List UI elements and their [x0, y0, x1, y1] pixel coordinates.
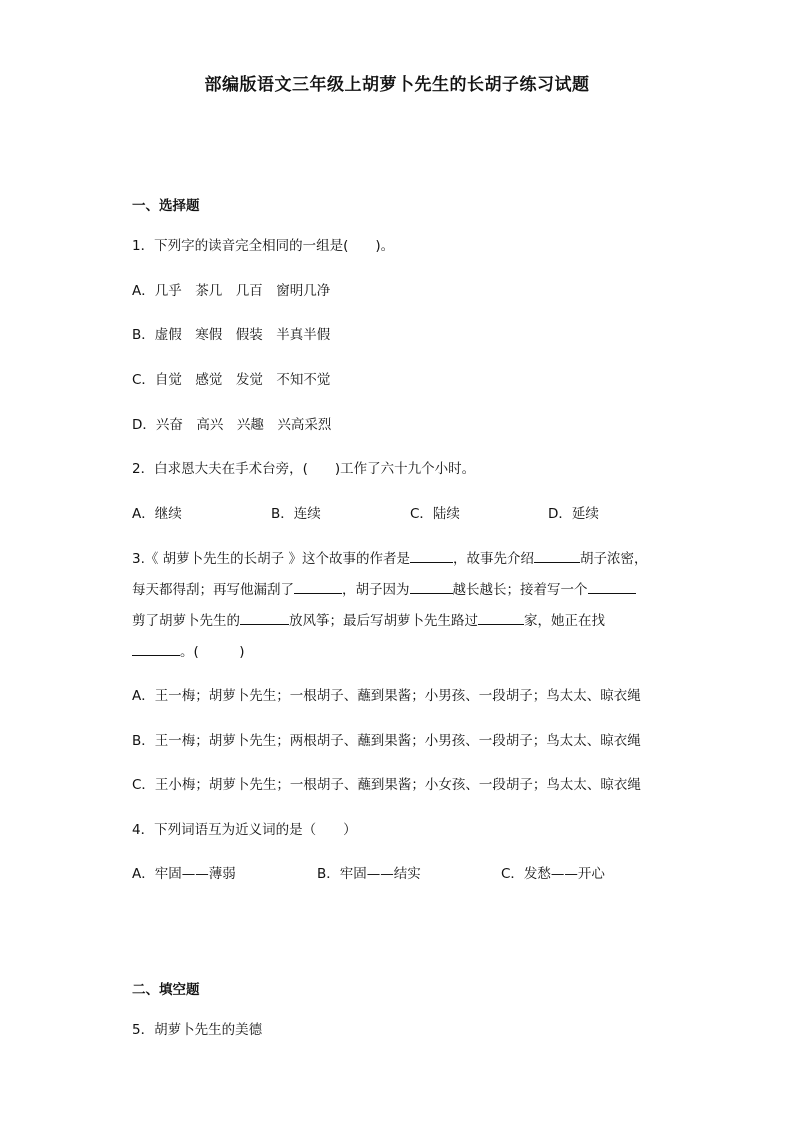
question-4-option-b: B．牢固——结实 — [317, 866, 421, 882]
question-4-option-a: A．牢固——薄弱 — [132, 866, 236, 882]
document-title: 部编版语文三年级上胡萝卜先生的长胡子练习试题 — [204, 75, 590, 95]
question-3-text: 。( ) — [180, 644, 245, 660]
question-3-option-c: C．王小梅；胡萝卜先生；一根胡子、蘸到果酱；小女孩、一段胡子；鸟太太、晾衣绳 — [132, 777, 641, 793]
answer-blank — [294, 580, 342, 594]
question-1-option-c: C．自觉 感觉 发觉 不知不觉 — [132, 372, 331, 388]
question-1-option-a: A．几乎 茶几 几百 窗明几净 — [132, 283, 331, 299]
question-2-stem: 2．白求恩大夫在手术台旁，( )工作了六十九个小时。 — [132, 461, 476, 477]
question-3-option-b: B．王一梅；胡萝卜先生；两根胡子、蘸到果酱；小男孩、一段胡子；鸟太太、晾衣绳 — [132, 733, 641, 749]
question-3-line-4 — [132, 640, 245, 660]
question-4-option-c: C．发愁——开心 — [501, 866, 605, 882]
question-3-option-a: A．王一梅；胡萝卜先生；一根胡子、蘸到果酱；小男孩、一段胡子；鸟太太、晾衣绳 — [132, 688, 641, 704]
answer-blank — [240, 611, 289, 625]
question-2-option-a: A．继续 — [132, 506, 182, 522]
question-1-stem: 1．下列字的读音完全相同的一组是( )。 — [132, 238, 395, 254]
question-3-text: 每天都得刮；再写他漏刮了 — [132, 582, 294, 598]
question-3-text: 3.《 胡萝卜先生的长胡子 》这个故事的作者是 — [132, 551, 410, 567]
answer-blank — [410, 580, 453, 594]
answer-blank — [534, 549, 580, 563]
question-2-option-b: B．连续 — [271, 506, 321, 522]
section-heading-fill: 二、填空题 — [132, 982, 200, 998]
question-3-text: 放风筝；最后写胡萝卜先生路过 — [289, 613, 478, 629]
question-2-option-c: C．陆续 — [410, 506, 460, 522]
question-4-stem: 4．下列词语互为近义词的是（ ） — [132, 822, 357, 838]
question-3-text: 剪了胡萝卜先生的 — [132, 613, 240, 629]
question-3-text: ，胡子因为 — [342, 582, 410, 598]
question-2-option-d: D．延续 — [548, 506, 599, 522]
question-3-line-1 — [132, 547, 647, 567]
question-3-text: ，故事先介绍 — [452, 551, 534, 567]
question-1-option-d: D．兴奋 高兴 兴趣 兴高采烈 — [132, 417, 332, 433]
section-heading-choice: 一、选择题 — [132, 198, 200, 214]
question-3-line-3 — [132, 609, 605, 629]
question-1-option-b: B．虚假 寒假 假装 半真半假 — [132, 327, 331, 343]
question-5-stem: 5．胡萝卜先生的美德 — [132, 1022, 263, 1038]
question-3-text: 家，她正在找 — [524, 613, 605, 629]
answer-blank — [132, 642, 180, 656]
answer-blank — [410, 549, 453, 563]
answer-blank — [478, 611, 524, 625]
question-3-line-2 — [132, 578, 636, 598]
answer-blank — [588, 580, 636, 594]
question-3-text: 胡子浓密， — [579, 551, 648, 567]
question-3-text: 越长越长；接着写一个 — [452, 582, 588, 598]
